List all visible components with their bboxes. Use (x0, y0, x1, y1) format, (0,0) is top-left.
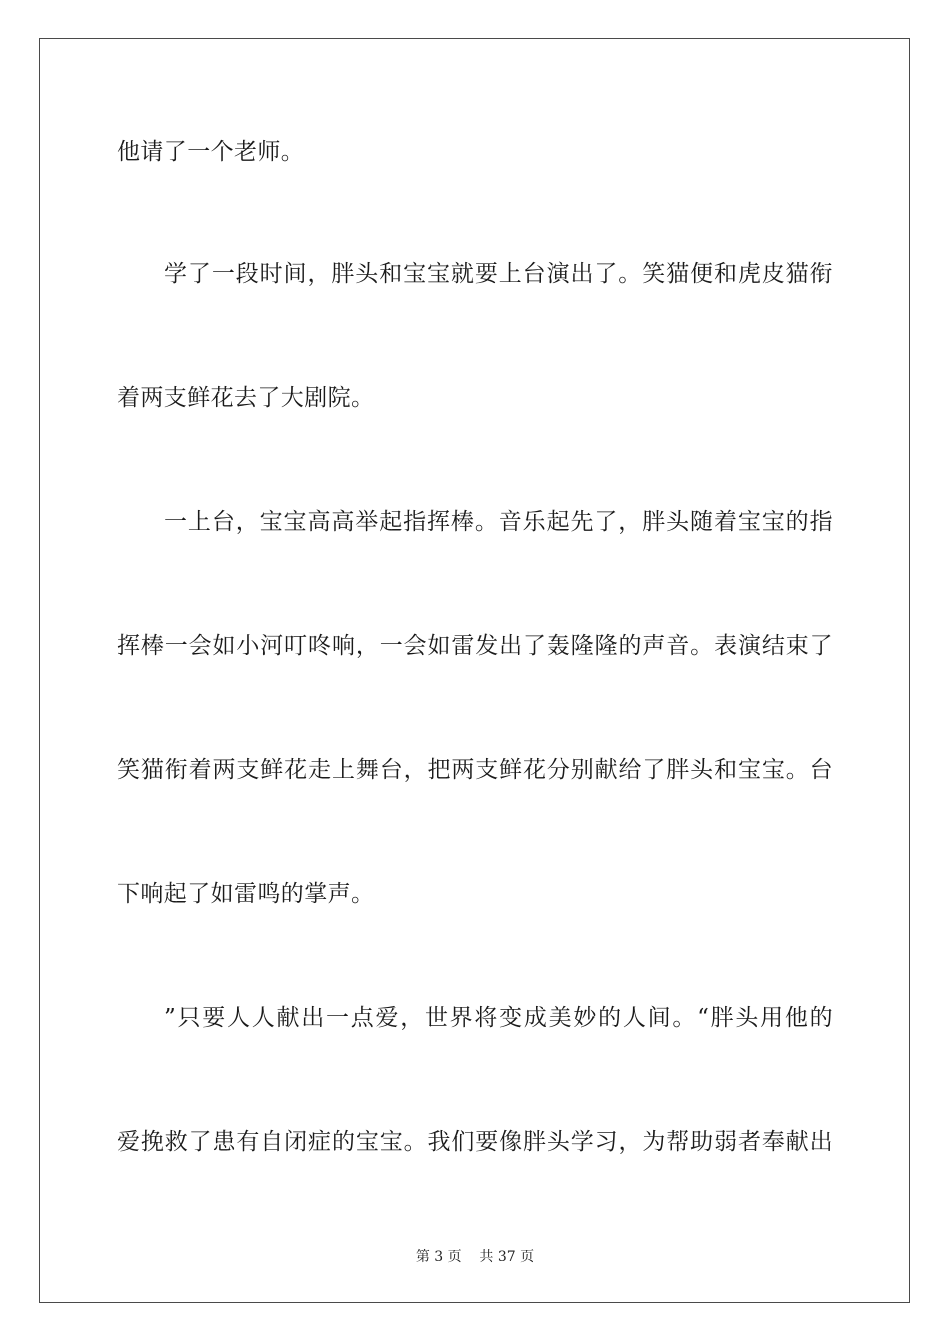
page-border (39, 38, 910, 1303)
text-line-1: 他请了一个老师。 (117, 139, 305, 165)
text-line-5: 挥棒一会如小河叮咚响，一会如雷发出了轰隆隆的声音。表演结束了 (117, 633, 833, 659)
paragraph-start-line-2: 学了一段时间，胖头和宝宝就要上台演出了。笑猫便和虎皮猫衔 (164, 261, 833, 287)
text-line-9: 爱挽救了患有自闭症的宝宝。我们要像胖头学习，为帮助弱者奉献出 (117, 1129, 833, 1155)
text-line-3: 着两支鲜花去了大剧院。 (117, 385, 375, 411)
paragraph-start-line-4: 一上台，宝宝高高举起指挥棒。音乐起先了，胖头随着宝宝的指 (164, 509, 833, 535)
text-line-7: 下响起了如雷鸣的掌声。 (117, 881, 375, 907)
paragraph-start-line-8: ”只要人人献出一点爱，世界将变成美妙的人间。“胖头用他的 (164, 1005, 833, 1031)
text-line-6: 笑猫衔着两支鲜花走上舞台，把两支鲜花分别献给了胖头和宝宝。台 (117, 757, 833, 783)
page-number-footer: 第 3 页 共 37 页 (415, 1249, 535, 1265)
